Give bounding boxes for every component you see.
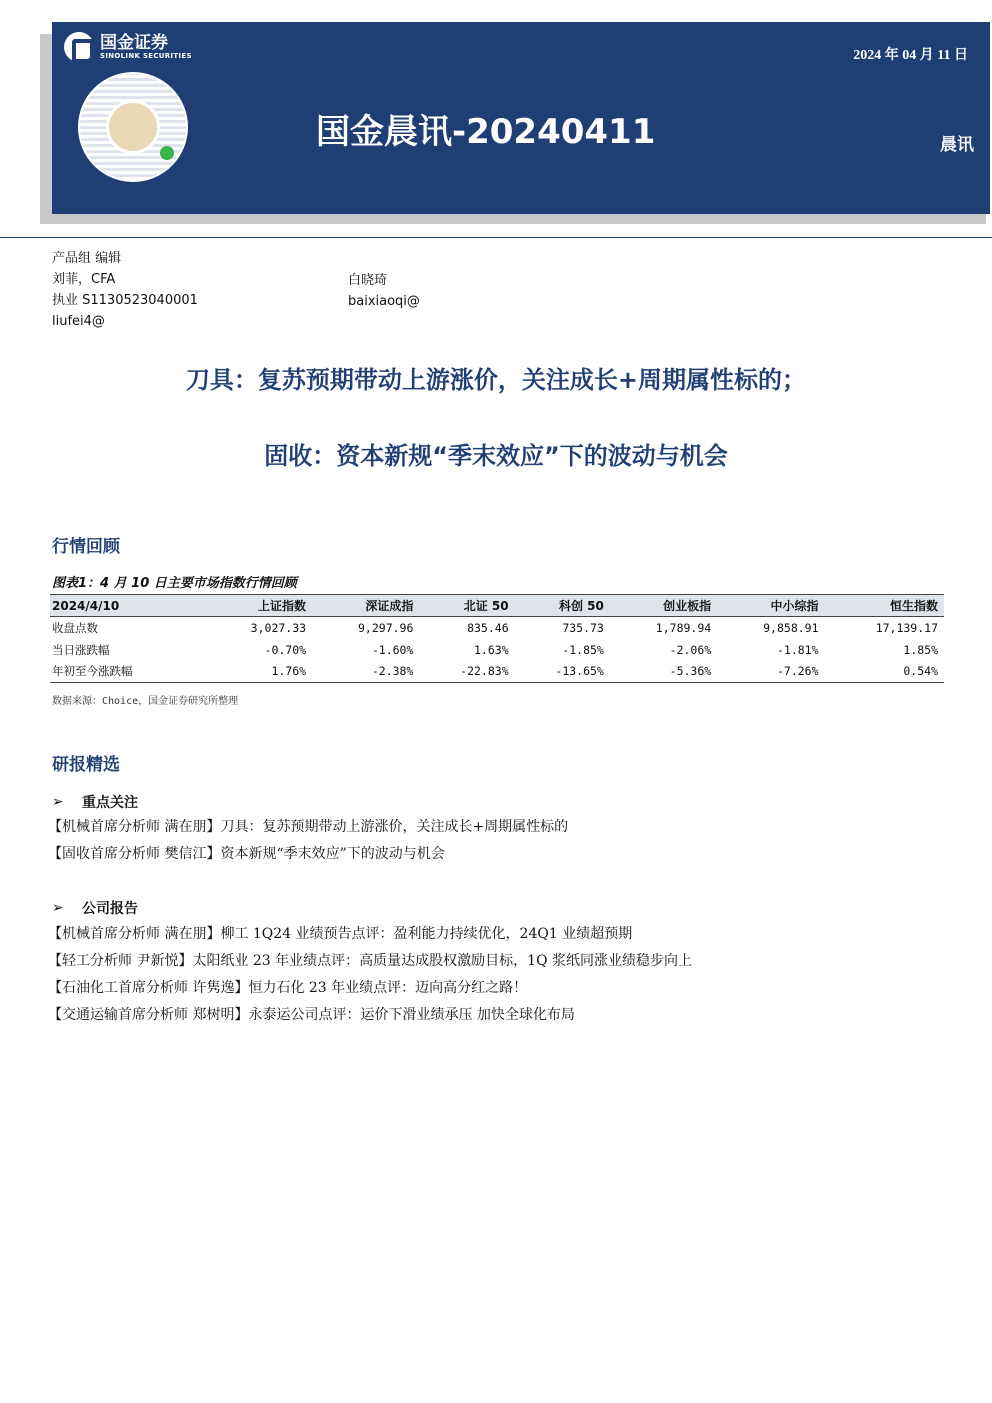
author-group: 产品组 编辑 bbox=[52, 251, 122, 266]
market-index-table bbox=[50, 594, 944, 683]
table-row bbox=[50, 617, 944, 639]
author-block bbox=[52, 248, 198, 332]
headline-2: 固收：资本新规“季末效应”下的波动与机会 bbox=[264, 442, 728, 470]
report-link[interactable]: 【固收首席分析师 樊信江】资本新规“季末效应”下的波动与机会 bbox=[48, 846, 445, 862]
table-cell: -7.26% bbox=[717, 661, 824, 683]
table-cell: 当日涨跌幅 bbox=[52, 642, 110, 657]
table-cell: 收盘点数 bbox=[52, 620, 98, 635]
table-cell: 9,858.91 bbox=[763, 620, 819, 635]
company-subheading bbox=[52, 898, 138, 918]
table-cell: 1,789.94 bbox=[655, 620, 712, 635]
table-cell: -2.06% bbox=[669, 642, 712, 657]
author-name: 刘菲，CFA bbox=[52, 272, 116, 287]
report-link[interactable]: 【轻工分析师 尹新悦】太阳纸业 23 年业绩点评：高质量达成股权激励目标，1Q 浆纸同涨业绩稳步向上 bbox=[48, 953, 692, 969]
table-cell: -1.85% bbox=[562, 642, 604, 657]
report-date: 2024 年 04 月 11 日 bbox=[853, 48, 968, 63]
column-header: 中小综指 bbox=[770, 599, 819, 613]
table-row bbox=[50, 639, 944, 661]
table-cell: 1.76% bbox=[205, 661, 312, 683]
table-cell: 年初至今涨跌幅 bbox=[50, 661, 205, 683]
company-report-list bbox=[48, 921, 692, 1029]
logo-mark-icon bbox=[64, 32, 94, 62]
table-cell: -22.83% bbox=[419, 661, 514, 683]
headline-1: 刀具：复苏预期带动上游涨价，关注成长+周期属性标的； bbox=[185, 366, 807, 394]
table-row bbox=[50, 661, 944, 683]
table-cell: -5.36% bbox=[610, 661, 717, 683]
table-cell: -2.38% bbox=[312, 661, 419, 683]
author-email: liufei4@ bbox=[52, 314, 105, 329]
table-cell: 3,027.33 bbox=[250, 620, 307, 635]
header-divider bbox=[0, 237, 992, 238]
report-type-tag: 晨讯 bbox=[940, 135, 974, 155]
author-license: 执业 S1130523040001 bbox=[52, 293, 198, 308]
table-cell: -0.70% bbox=[264, 642, 307, 657]
report-link[interactable]: 【机械首席分析师 满在朋】柳工 1Q24 业绩预告点评：盈利能力持续优化，24Q1 业绩超预期 bbox=[48, 926, 633, 942]
section-title-market: 行情回顾 bbox=[52, 537, 120, 557]
logo-text-cn: 国金证券 bbox=[100, 33, 168, 53]
company-logo bbox=[64, 32, 192, 62]
column-header: 科创 50 bbox=[558, 599, 604, 613]
table-cell: -13.65% bbox=[515, 661, 610, 683]
report-link[interactable]: 【交通运输首席分析师 郑树明】永泰运公司点评：运价下滑业绩承压 加快全球化布局 bbox=[48, 1007, 575, 1023]
section-title-reports: 研报精选 bbox=[52, 755, 120, 775]
table-cell: 735.73 bbox=[562, 620, 604, 635]
report-title: 国金晨讯-20240411 bbox=[316, 112, 656, 152]
data-source-note: 数据来源：Choice，国金证券研究所整理 bbox=[52, 696, 239, 707]
table-cell: 1.85% bbox=[903, 642, 938, 657]
column-header: 上证指数 bbox=[258, 599, 307, 613]
column-header: 北证 50 bbox=[463, 599, 509, 613]
column-header: 恒生指数 bbox=[889, 599, 938, 613]
coauthor-email: baixiaoqi@ bbox=[348, 294, 420, 309]
mini-program-icon bbox=[160, 146, 174, 160]
company-label: 公司报告 bbox=[82, 901, 138, 917]
mini-program-qr-code bbox=[78, 72, 188, 182]
arrow-bullet-icon: ➢ bbox=[52, 900, 64, 916]
table-cell: 17,139.17 bbox=[875, 620, 938, 635]
focus-subheading bbox=[52, 792, 138, 812]
arrow-bullet-icon: ➢ bbox=[52, 794, 64, 810]
table-cell: -1.60% bbox=[371, 642, 414, 657]
table-header-row bbox=[50, 595, 944, 617]
report-link[interactable]: 【石油化工首席分析师 许隽逸】恒力石化 23 年业绩点评：迈向高分红之路！ bbox=[48, 980, 528, 996]
coauthor-block bbox=[348, 270, 420, 312]
report-link[interactable]: 【机械首席分析师 满在朋】刀具：复苏预期带动上游涨价，关注成长+周期属性标的 bbox=[48, 819, 569, 835]
figure-caption: 图表1：4 月 10 日主要市场指数行情回顾 bbox=[52, 576, 297, 591]
focus-label: 重点关注 bbox=[82, 795, 138, 811]
focus-report-list bbox=[48, 814, 568, 868]
logo-text-en: SINOLINK SECURITIES bbox=[100, 52, 192, 60]
column-header: 深证成指 bbox=[365, 599, 414, 613]
table-cell: 835.46 bbox=[467, 620, 509, 635]
coauthor-name: 白晓琦 bbox=[348, 273, 388, 288]
column-header: 创业板指 bbox=[663, 599, 712, 613]
qr-center-badge bbox=[106, 100, 160, 154]
column-header: 2024/4/10 bbox=[52, 598, 120, 613]
table-cell: 9,297.96 bbox=[358, 620, 414, 635]
table-cell: 0.54% bbox=[825, 661, 944, 683]
table-cell: -1.81% bbox=[776, 642, 819, 657]
table-cell: 1.63% bbox=[474, 642, 509, 657]
